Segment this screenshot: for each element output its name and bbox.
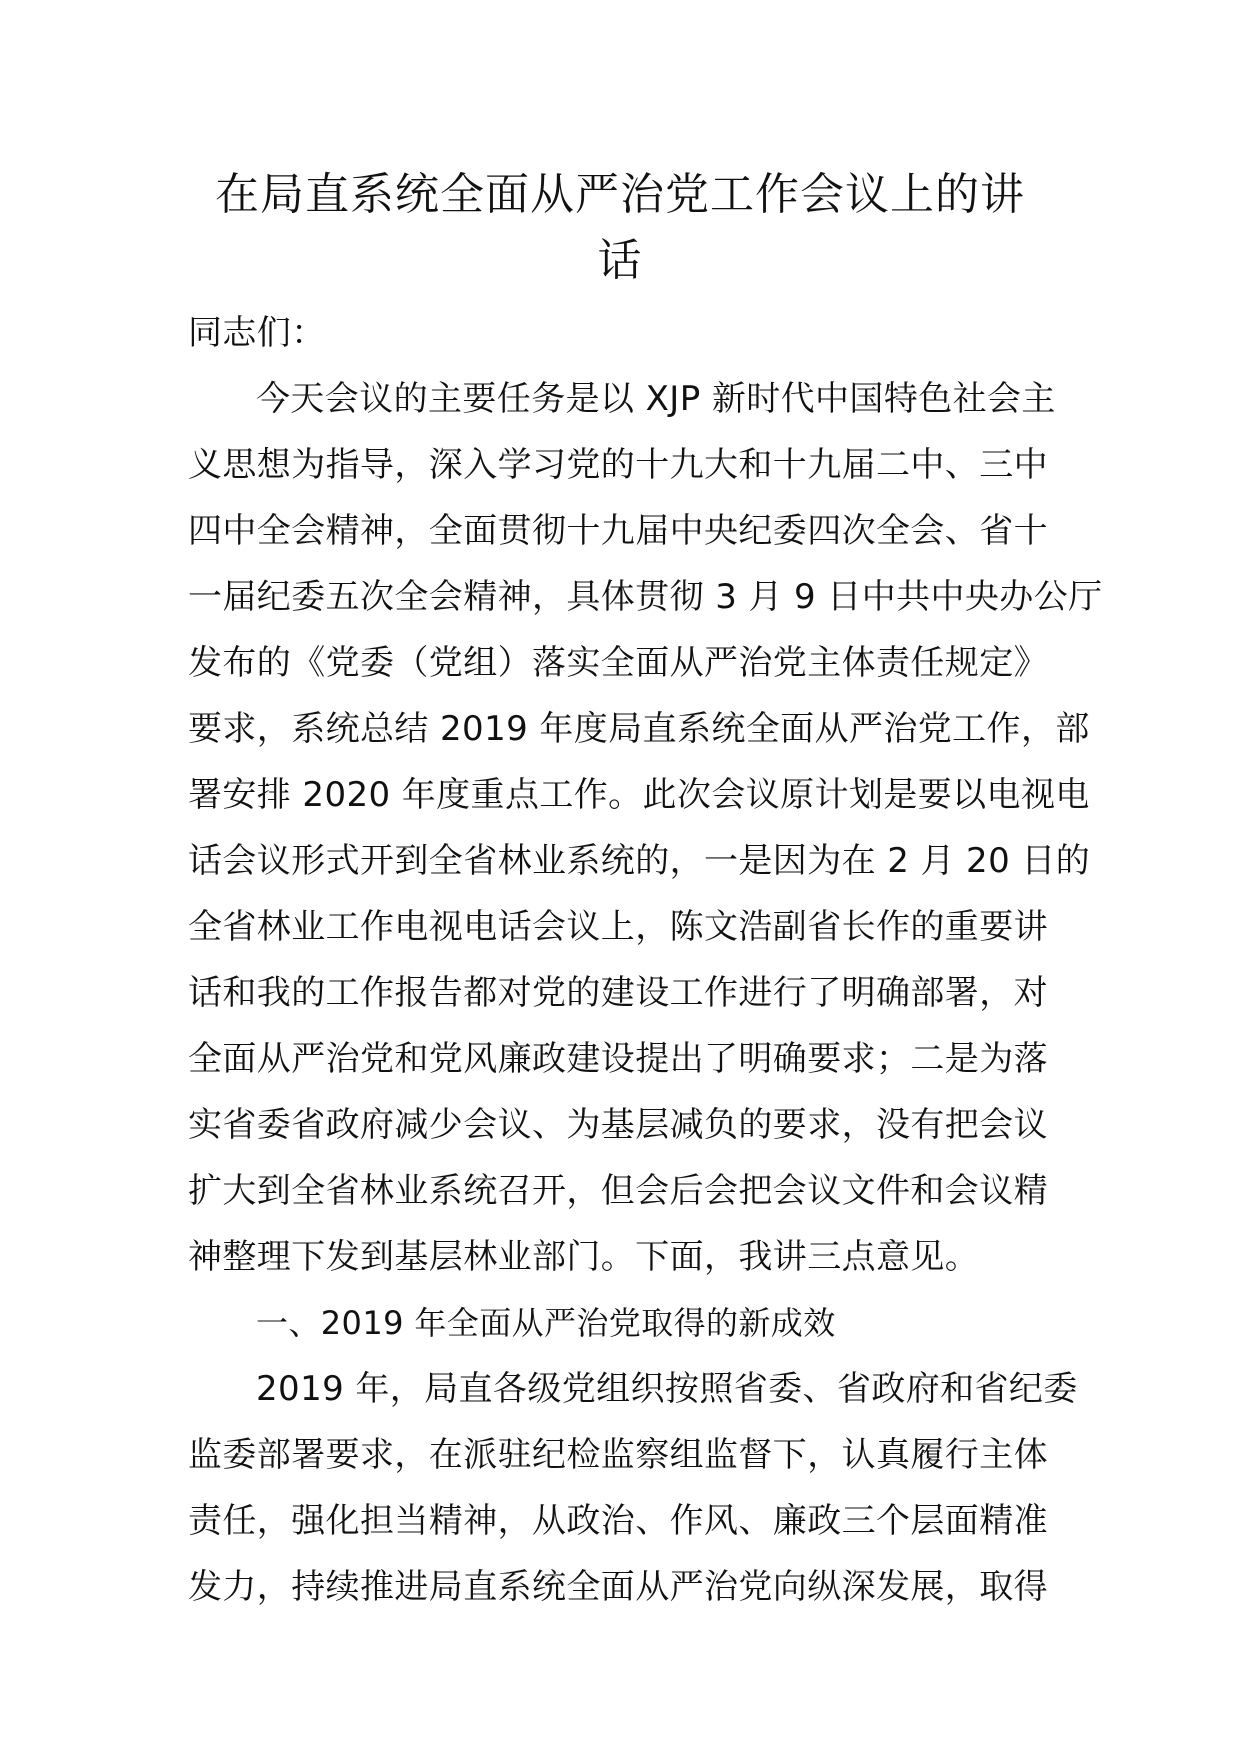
- paragraph-line: 一届纪委五次全会精神，具体贯彻 3 月 9 日中共中央办公厅: [188, 577, 1103, 617]
- salutation: 同志们：: [188, 313, 326, 353]
- document-title: [160, 162, 1080, 294]
- title-line-1: 在局直系统全面从严治党工作会议上的讲: [215, 169, 1025, 220]
- paragraph-line: 发力，持续推进局直系统全面从严治党向纵深发展，取得: [188, 1567, 1048, 1607]
- paragraph-line: 要求，系统总结 2019 年度局直系统全面从严治党工作，部: [188, 709, 1090, 749]
- paragraph-line: 全面从严治党和党风廉政建设提出了明确要求；二是为落: [188, 1039, 1048, 1079]
- paragraph-line: 义思想为指导，深入学习党的十九大和十九届二中、三中: [188, 445, 1048, 485]
- paragraph-line: 四中全会精神，全面贯彻十九届中央纪委四次全会、省十: [188, 511, 1048, 551]
- section-heading: 一、2019 年全面从严治党取得的新成效: [256, 1304, 836, 1342]
- title-line-2: 话: [597, 235, 643, 286]
- paragraph-line: 发布的《党委（党组）落实全面从严治党主体责任规定》: [188, 643, 1048, 683]
- document-body: [188, 300, 1103, 1620]
- paragraph-line: 今天会议的主要任务是以 XJP 新时代中国特色社会主: [256, 379, 1056, 419]
- paragraph-line: 监委部署要求，在派驻纪检监察组监督下，认真履行主体: [188, 1435, 1048, 1475]
- paragraph-line: 话和我的工作报告都对党的建设工作进行了明确部署，对: [188, 973, 1048, 1013]
- paragraph-line: 署安排 2020 年度重点工作。此次会议原计划是要以电视电: [188, 775, 1090, 815]
- paragraph-line: 全省林业工作电视电话会议上，陈文浩副省长作的重要讲: [188, 907, 1048, 947]
- paragraph-line: 神整理下发到基层林业部门。下面，我讲三点意见。: [188, 1237, 980, 1277]
- paragraph-line: 实省委省政府减少会议、为基层减负的要求，没有把会议: [188, 1105, 1048, 1145]
- paragraph-line: 2019 年，局直各级党组织按照省委、省政府和省纪委: [256, 1369, 1078, 1409]
- paragraph-line: 责任，强化担当精神，从政治、作风、廉政三个层面精准: [188, 1501, 1048, 1541]
- paragraph-line: 话会议形式开到全省林业系统的，一是因为在 2 月 20 日的: [188, 841, 1091, 881]
- paragraph-line: 扩大到全省林业系统召开，但会后会把会议文件和会议精: [188, 1171, 1048, 1211]
